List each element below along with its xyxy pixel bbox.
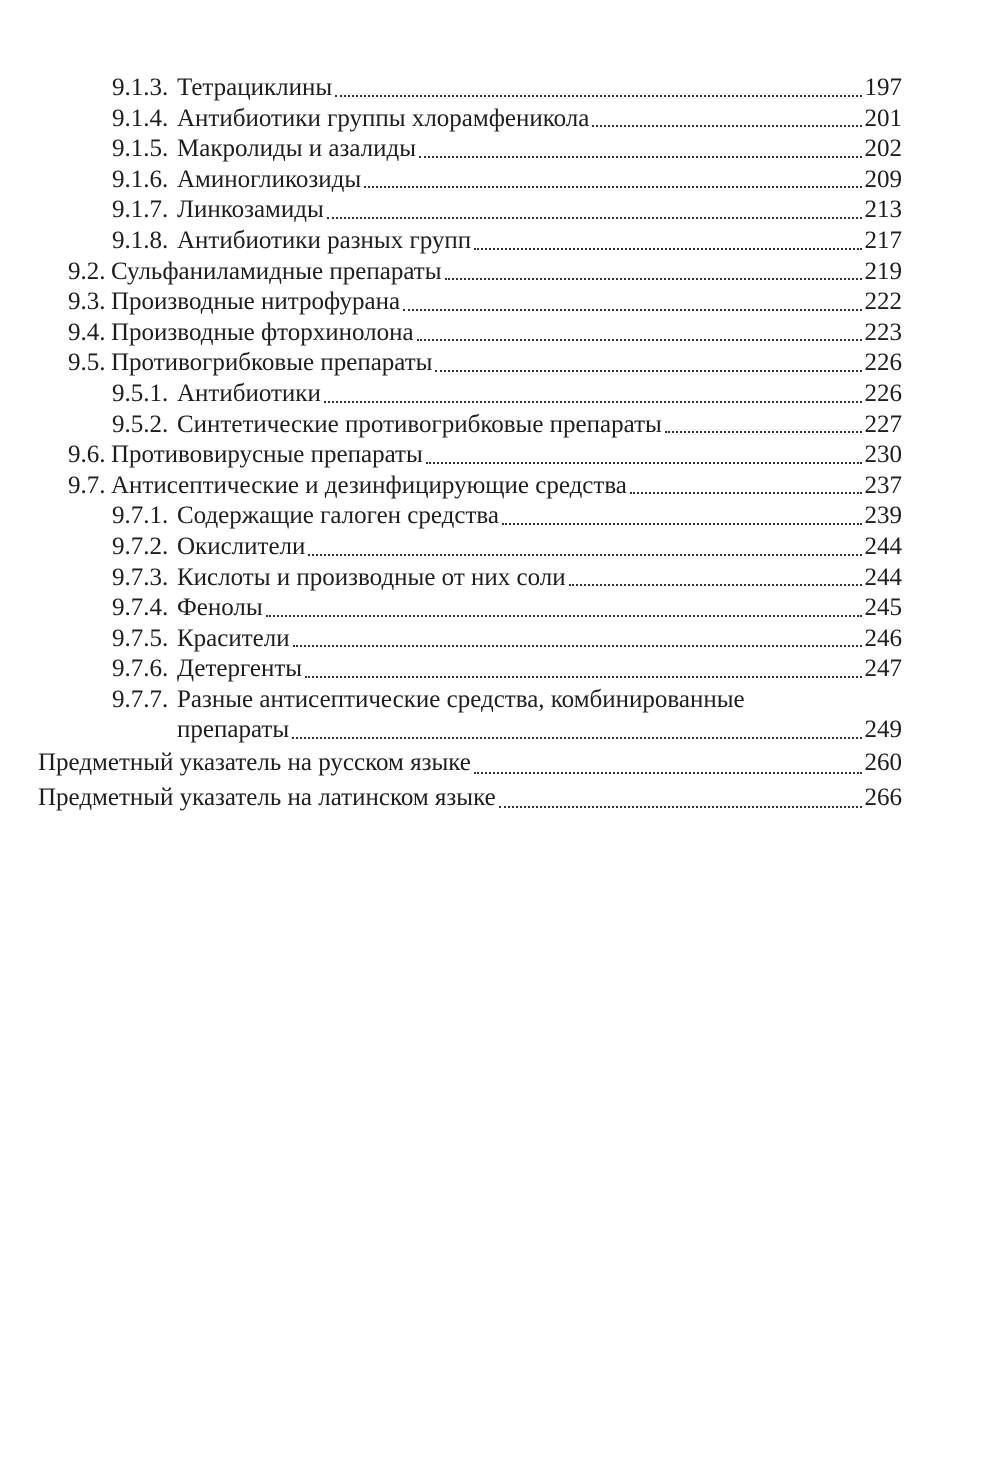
toc-entry-page: 223 xyxy=(864,318,902,346)
dot-leader xyxy=(426,440,862,471)
toc-entry-9-3 xyxy=(0,287,902,318)
toc-entry-page: 239 xyxy=(864,502,902,530)
toc-entry-title: Окислители xyxy=(177,532,306,560)
toc-entry-number: 9.3. xyxy=(68,288,106,316)
dot-leader xyxy=(499,781,862,816)
toc-entry-page: 246 xyxy=(864,624,902,652)
toc-entry-number: 9.5.1. xyxy=(112,379,169,407)
toc-entry-number: 9.6. xyxy=(68,441,106,469)
index-entries xyxy=(0,746,1000,815)
table-of-contents xyxy=(0,73,1000,815)
toc-entry-title: Антисептические и дезинфицирующие средства xyxy=(111,471,627,499)
dot-leader xyxy=(569,563,862,594)
toc-entry-9-1-8 xyxy=(0,226,902,257)
toc-entry-9-7 xyxy=(0,471,902,502)
toc-entry-continuation xyxy=(0,715,902,746)
toc-entries xyxy=(0,73,1000,685)
toc-entry-page: 245 xyxy=(864,594,902,622)
toc-entry-page: 266 xyxy=(864,783,902,811)
toc-entry-page: 197 xyxy=(864,74,902,101)
dot-leader xyxy=(305,654,861,685)
dot-leader xyxy=(630,471,862,502)
toc-entry-9-7-5 xyxy=(0,624,902,655)
toc-entry-number: 9.7. xyxy=(68,471,106,499)
toc-entry-title-continued: препараты xyxy=(177,716,290,744)
toc-entry-page: 244 xyxy=(864,563,902,591)
toc-entry-title: Содержащие галоген средства xyxy=(177,502,499,530)
toc-entry-page: 226 xyxy=(864,379,902,407)
toc-entry-9-1-3 xyxy=(0,73,902,104)
toc-entry-page: 247 xyxy=(864,655,902,683)
dot-leader xyxy=(474,746,862,781)
toc-entry-9-6 xyxy=(0,440,902,471)
toc-entry-page: 227 xyxy=(864,410,902,438)
toc-entry-title: Детергенты xyxy=(177,655,303,683)
dot-leader xyxy=(403,287,861,318)
toc-entry-number: 9.1.8. xyxy=(112,226,169,254)
toc-entry-9-7-6 xyxy=(0,654,902,685)
toc-entry-number: 9.1.7. xyxy=(112,196,169,224)
toc-entry-page: 202 xyxy=(864,135,902,163)
toc-entry-9-7-7 xyxy=(0,685,902,716)
dot-leader xyxy=(435,348,861,379)
toc-entry-number: 9.1.6. xyxy=(112,165,169,193)
toc-entry-number: 9.4. xyxy=(68,318,106,346)
toc-entry-title: Производные нитрофурана xyxy=(111,288,401,316)
toc-entry-9-1-7 xyxy=(0,195,902,226)
dot-leader xyxy=(308,532,861,563)
toc-entry-number: 9.7.3. xyxy=(112,563,169,591)
dot-leader xyxy=(292,715,861,746)
toc-entry-title: Тетрациклины xyxy=(177,74,333,101)
toc-entry-9-7-4 xyxy=(0,593,902,624)
toc-entry-title: Противовирусные препараты xyxy=(111,441,423,469)
index-entry xyxy=(0,746,902,781)
toc-entry-page: 209 xyxy=(864,165,902,193)
dot-leader xyxy=(665,410,862,441)
toc-entry-title: Линкозамиды xyxy=(177,196,324,224)
dot-leader xyxy=(417,318,862,349)
toc-entry-title: Аминогликозиды xyxy=(177,165,362,193)
toc-entry-title: Макролиды и азалиды xyxy=(177,135,417,163)
toc-entry-page: 222 xyxy=(864,288,902,316)
toc-entry-9-1-4 xyxy=(0,104,902,135)
toc-entry-9-5 xyxy=(0,348,902,379)
toc-entry-title: Фенолы xyxy=(177,594,263,622)
toc-entry-9-7-3 xyxy=(0,563,902,594)
toc-entry-number: 9.1.5. xyxy=(112,135,169,163)
dot-leader xyxy=(419,134,861,165)
toc-entry-title: Производные фторхинолона xyxy=(111,318,414,346)
toc-entry-number: 9.5.2. xyxy=(112,410,169,438)
dot-leader xyxy=(293,624,862,655)
toc-entry-title: Предметный указатель на русском языке xyxy=(38,749,471,777)
toc-entry-page: 217 xyxy=(864,226,902,254)
toc-entry-page: 226 xyxy=(864,349,902,377)
toc-entry-9-1-5 xyxy=(0,134,902,165)
toc-entry-number: 9.2. xyxy=(68,257,106,285)
toc-entry-page: 201 xyxy=(864,104,902,132)
toc-entry-title: Противогрибковые препараты xyxy=(111,349,433,377)
toc-entry-page: 244 xyxy=(864,532,902,560)
toc-entry-title: Красители xyxy=(177,624,290,652)
toc-entry-9-1-6 xyxy=(0,165,902,196)
dot-leader xyxy=(364,165,861,196)
dot-leader xyxy=(445,257,862,288)
toc-entry-number: 9.7.2. xyxy=(112,532,169,560)
toc-entry-number: 9.1.3. xyxy=(112,74,169,101)
toc-entry-title: Антибиотики группы хлорамфеникола xyxy=(177,104,590,132)
toc-entry-page: 230 xyxy=(864,441,902,469)
toc-entry-title: Сульфаниламидные препараты xyxy=(111,257,442,285)
index-entry xyxy=(0,781,902,816)
toc-entry-9-2 xyxy=(0,257,902,288)
toc-entry-title: Синтетические противогрибковые препараты xyxy=(177,410,662,438)
toc-entry-page: 260 xyxy=(864,749,902,777)
toc-entry-9-5-2 xyxy=(0,410,902,441)
toc-entry-number: 9.1.4. xyxy=(112,104,169,132)
toc-entry-title: Кислоты и производные от них соли xyxy=(177,563,566,591)
dot-leader xyxy=(502,501,862,532)
toc-entry-page: 237 xyxy=(864,471,902,499)
toc-entry-number: 9.7.1. xyxy=(112,502,169,530)
toc-entry-number: 9.7.7. xyxy=(112,685,169,713)
dot-leader xyxy=(335,73,861,104)
dot-leader xyxy=(474,226,861,257)
dot-leader xyxy=(327,195,862,226)
toc-entry-9-7-1 xyxy=(0,501,902,532)
toc-entry-page: 213 xyxy=(864,196,902,224)
toc-entry-number: 9.7.5. xyxy=(112,624,169,652)
toc-entry-title: Разные антисептические средства, комбинированные xyxy=(177,685,745,713)
dot-leader xyxy=(592,104,861,135)
toc-entry-page: 219 xyxy=(864,257,902,285)
toc-entry-9-4 xyxy=(0,318,902,349)
dot-leader xyxy=(324,379,862,410)
toc-entry-number: 9.5. xyxy=(68,349,106,377)
toc-entry-number: 9.7.6. xyxy=(112,655,169,683)
toc-entry-page: 249 xyxy=(864,716,902,744)
toc-entry-title: Антибиотики xyxy=(177,379,321,407)
toc-entry-9-5-1 xyxy=(0,379,902,410)
toc-entry-title: Антибиотики разных групп xyxy=(177,226,472,254)
toc-entry-number: 9.7.4. xyxy=(112,594,169,622)
dot-leader xyxy=(266,593,862,624)
toc-entry-title: Предметный указатель на латинском языке xyxy=(38,783,496,811)
toc-entry-9-7-2 xyxy=(0,532,902,563)
